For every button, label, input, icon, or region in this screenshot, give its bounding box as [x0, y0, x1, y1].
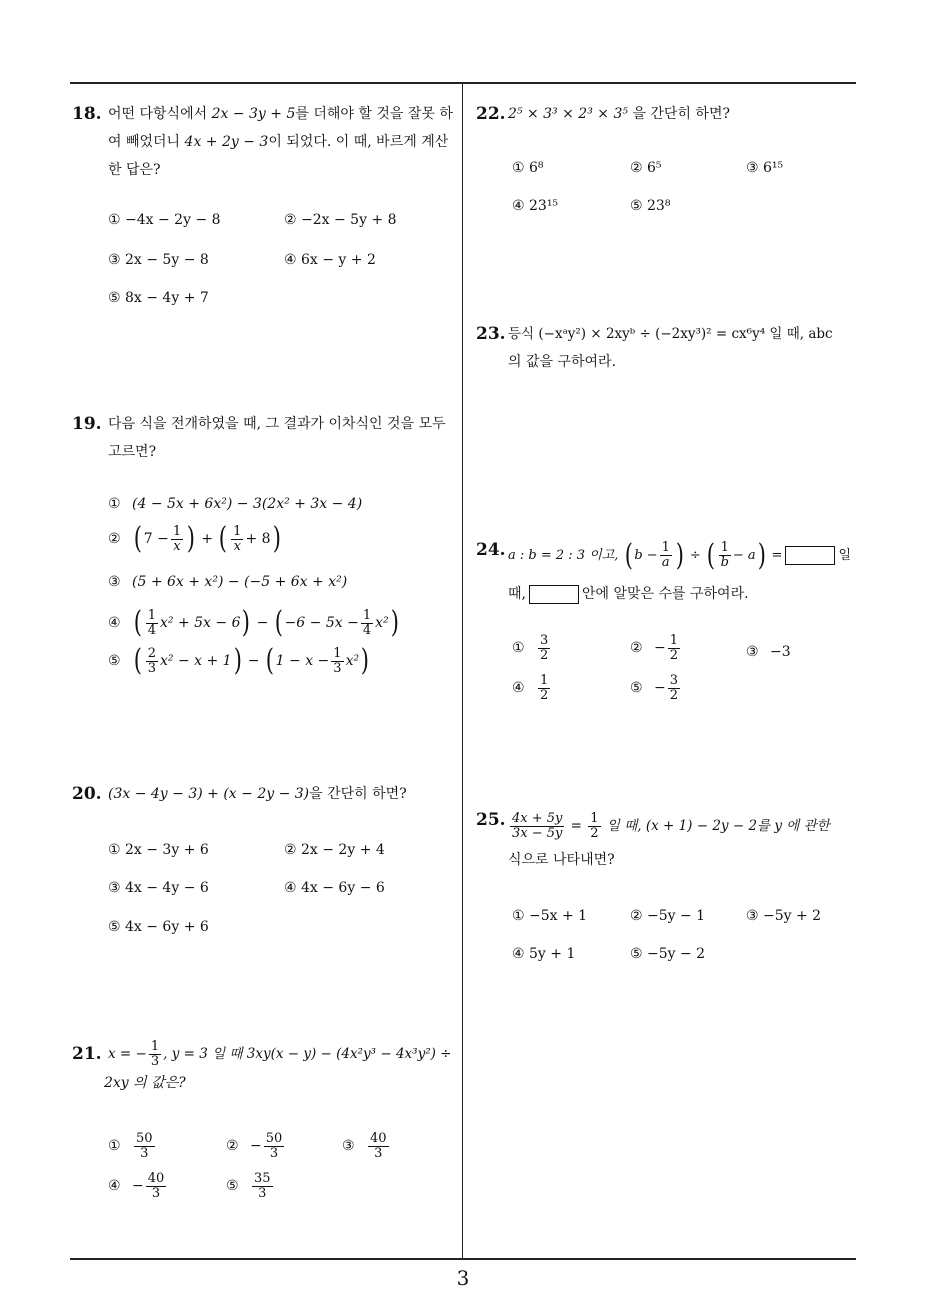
option-5[interactable]: ⑤ 8x − 4y + 7: [108, 290, 209, 306]
fraction: $\frac{1}{2}$: [669, 633, 679, 663]
math-operator: −: [247, 653, 260, 669]
math-expression: 일 때, (x + 1) − 2y − 2를 y 에 관한: [606, 818, 830, 834]
option-4[interactable]: ④ 5y + 1: [512, 946, 576, 962]
fraction: $\frac{1}{b}$: [720, 540, 729, 570]
fraction: $\frac{50}{3}$: [265, 1131, 283, 1161]
column-divider: [462, 82, 463, 1258]
question-number: 23.: [476, 324, 506, 344]
bottom-rule: [70, 1258, 856, 1260]
question-21: [72, 1040, 456, 1097]
option-mark: ②: [630, 640, 643, 657]
text-segment: 때,: [508, 586, 526, 602]
question-text: [108, 780, 456, 808]
option-mark: ④: [108, 615, 121, 631]
question-text: [108, 100, 456, 184]
option-5[interactable]: ⑤ 4x − 6y + 6: [108, 919, 209, 935]
option-2[interactable]: ② − $\frac{1}{2}$: [630, 633, 679, 663]
fraction: $\frac{35}{3}$: [254, 1171, 271, 1201]
math-term: + 8: [245, 531, 271, 547]
fraction: $\frac{4x + 5y}{3x - 5y}$: [512, 811, 563, 841]
fraction: $\frac{1}{2}$: [540, 673, 549, 703]
question-line: 등식 (−xᵃy²) × 2xyᵇ ÷ (−2xy³)² = cx⁶y⁴ 일 때, abc: [508, 326, 833, 342]
option-mark: ②: [226, 1138, 239, 1155]
option-4[interactable]: [512, 674, 552, 702]
math-term: x² − x + 1: [160, 653, 232, 669]
option-5[interactable]: ⑤ 23⁸: [630, 198, 671, 214]
option-1[interactable]: ① 6⁸: [512, 160, 544, 176]
math-operator: ÷: [689, 548, 701, 563]
option-mark: ③: [746, 644, 759, 660]
fraction: $\frac{2}{3}$: [147, 645, 156, 676]
math-term: a : b = 2 : 3 이고,: [508, 548, 619, 563]
option-3[interactable]: ③ 6¹⁵: [746, 160, 784, 176]
text-segment: 를 더해야 할 것을 잘못 하여 빼었더니: [108, 106, 453, 150]
option-4[interactable]: ④ 4x − 6y − 6: [284, 880, 385, 896]
option-mark: ①: [512, 640, 525, 657]
option-mark: ③: [108, 574, 121, 590]
fraction: $\frac{1}{3}$: [333, 645, 342, 676]
math-operator: +: [201, 531, 213, 547]
math-expression: (3x − 4y − 3) + (x − 2y − 3): [108, 786, 310, 802]
question-23: [476, 320, 860, 376]
question-22: [476, 100, 860, 128]
fraction: $\frac{50}{3}$: [136, 1131, 153, 1161]
question-19: [72, 410, 456, 466]
option-2[interactable]: ② −5y − 1: [630, 908, 706, 924]
option-5[interactable]: ⑤ −5y − 2: [630, 946, 706, 962]
text-segment: 을 간단히 하면?: [627, 106, 730, 122]
option-mark: ⑤: [226, 1178, 239, 1195]
option-2[interactable]: ② − $\frac{50}{3}$: [226, 1131, 283, 1161]
question-number: 20.: [72, 784, 102, 804]
option-mark: ⑤: [630, 680, 643, 697]
option-1[interactable]: ① −5x + 1: [512, 908, 588, 924]
math-expression: 2xy 의 값은?: [104, 1074, 186, 1091]
option-4[interactable]: ④ 6x − y + 2: [284, 252, 376, 268]
question-number: 21.: [72, 1044, 102, 1064]
math-term: 7 −: [143, 531, 169, 547]
option-5[interactable]: ⑤ ( $\frac{2}{3}$ x² − x + 1) − ( 1 − x − $\frac{1}{3}$ x²): [108, 643, 370, 678]
option-4[interactable]: ④ ( $\frac{1}{4}$ x² + 5x − 6) − ( −6 − 5x − $\frac{1}{4}$ x²): [108, 605, 399, 640]
question-18: [72, 100, 456, 184]
text-segment: 을 간단히 하면?: [309, 786, 407, 802]
option-4[interactable]: ④ 23¹⁵: [512, 198, 559, 214]
math-expression: 2x − 3y + 5: [211, 106, 296, 122]
text-segment: 이 되었다. 이 때, 바르게 계산한 답은?: [108, 134, 449, 178]
math-operator: −: [256, 615, 269, 631]
option-2[interactable]: ② 6⁵: [630, 160, 662, 176]
math-operator: =: [570, 818, 582, 834]
option-3[interactable]: [342, 1132, 391, 1160]
math-term: 1 − x −: [275, 653, 330, 669]
option-2[interactable]: ② 2x − 2y + 4: [284, 842, 385, 858]
option-3[interactable]: ③ 4x − 4y − 6: [108, 880, 209, 896]
option-1[interactable]: ① −4x − 2y − 8: [108, 212, 221, 228]
math-expression: (4 − 5x + 6x²) − 3(2x² + 3x − 4): [132, 496, 363, 512]
question-text: a : b = 2 : 3 이고, ( b − $\frac{1}{a}$ ) ÷ ( $\frac{1}{b}$ − a) = 일 때, 안에 알맞은 수를 구하여라.: [508, 537, 852, 602]
question-number: 25.: [476, 810, 506, 830]
option-1[interactable]: ① 2x − 3y + 6: [108, 842, 209, 858]
math-term: −6 − 5x −: [284, 615, 359, 631]
fraction: $\frac{40}{3}$: [370, 1131, 387, 1161]
question-text: [508, 100, 860, 128]
question-text: [508, 806, 860, 874]
question-number: 22.: [476, 104, 506, 124]
top-rule: [70, 82, 856, 84]
fraction: $\frac{1}{x}$: [172, 523, 182, 554]
question-text: [104, 1039, 456, 1097]
question-number: 24.: [476, 540, 506, 560]
option-1[interactable]: [108, 496, 362, 512]
fraction: $\frac{1}{x}$: [233, 523, 242, 554]
math-term: x²: [375, 615, 389, 631]
fraction: $\frac{1}{3}$: [150, 1039, 160, 1069]
math-operator: =: [771, 548, 783, 563]
option-mark: ①: [108, 1138, 121, 1155]
fraction: $\frac{40}{3}$: [147, 1171, 165, 1201]
question-20: [72, 780, 456, 808]
option-2[interactable]: ② −2x − 5y + 8: [284, 212, 397, 228]
question-text: [508, 320, 860, 376]
option-mark: ①: [108, 496, 121, 512]
question-line: 의 값을 구하여라.: [508, 354, 617, 370]
fraction: $\frac{1}{2}$: [590, 811, 599, 841]
option-3[interactable]: [108, 574, 347, 590]
option-mark: ④: [512, 680, 525, 697]
question-number: 18.: [72, 104, 102, 124]
page-number: 3: [456, 1266, 470, 1290]
math-term: b −: [634, 548, 658, 563]
option-5[interactable]: [226, 1172, 275, 1200]
math-term: x = −: [108, 1046, 147, 1062]
answer-blank: [529, 585, 579, 604]
math-expression: 2⁵ × 3³ × 2³ × 3⁵: [508, 106, 628, 122]
fraction: $\frac{1}{a}$: [661, 540, 670, 570]
option-mark: ③: [342, 1138, 355, 1155]
math-expression: , y = 3 일 때 3xy(x − y) − (4x²y³ − 4x³y²) ÷: [163, 1046, 452, 1062]
question-number: 19.: [72, 414, 102, 434]
question-text: 다음 식을 전개하였을 때, 그 결과가 이차식인 것을 모두 고르면?: [108, 416, 446, 460]
option-3[interactable]: ③ −5y + 2: [746, 908, 822, 924]
option-mark: ⑤: [108, 653, 121, 669]
option-1[interactable]: [108, 1132, 157, 1160]
fraction: $\frac{3}{2}$: [540, 633, 549, 663]
text-segment: 어떤 다항식에서: [108, 106, 212, 122]
math-term: x²: [345, 653, 360, 669]
math-term: − a: [732, 548, 756, 563]
answer-blank: [785, 546, 835, 565]
option-mark: ②: [108, 531, 121, 547]
question-24: [476, 536, 860, 608]
question-25: [476, 806, 860, 874]
text-segment: 안에 알맞은 수를 구하여라.: [581, 586, 749, 602]
option-2[interactable]: ② ( 7 − $\frac{1}{x}$ ) + ( $\frac{1}{x}$ + 8): [108, 521, 281, 556]
option-3[interactable]: ③ 2x − 5y − 8: [108, 252, 209, 268]
option-1[interactable]: [512, 634, 552, 662]
option-4[interactable]: ④ − $\frac{40}{3}$: [108, 1171, 165, 1201]
math-expression: (5 + 6x + x²) − (−5 + 6x + x²): [132, 574, 348, 590]
option-5[interactable]: ⑤ − $\frac{3}{2}$: [630, 673, 679, 703]
fraction: $\frac{1}{4}$: [147, 607, 156, 638]
math-term: x² + 5x − 6: [160, 615, 241, 631]
math-expression: 4x + 2y − 3: [184, 134, 269, 150]
option-value: −3: [770, 644, 791, 660]
question-line: 식으로 나타내면?: [508, 852, 615, 868]
option-3[interactable]: [746, 644, 791, 660]
option-mark: ④: [108, 1178, 121, 1195]
text-segment: 일: [838, 548, 852, 563]
fraction: $\frac{3}{2}$: [669, 673, 679, 703]
fraction: $\frac{1}{4}$: [362, 607, 372, 638]
